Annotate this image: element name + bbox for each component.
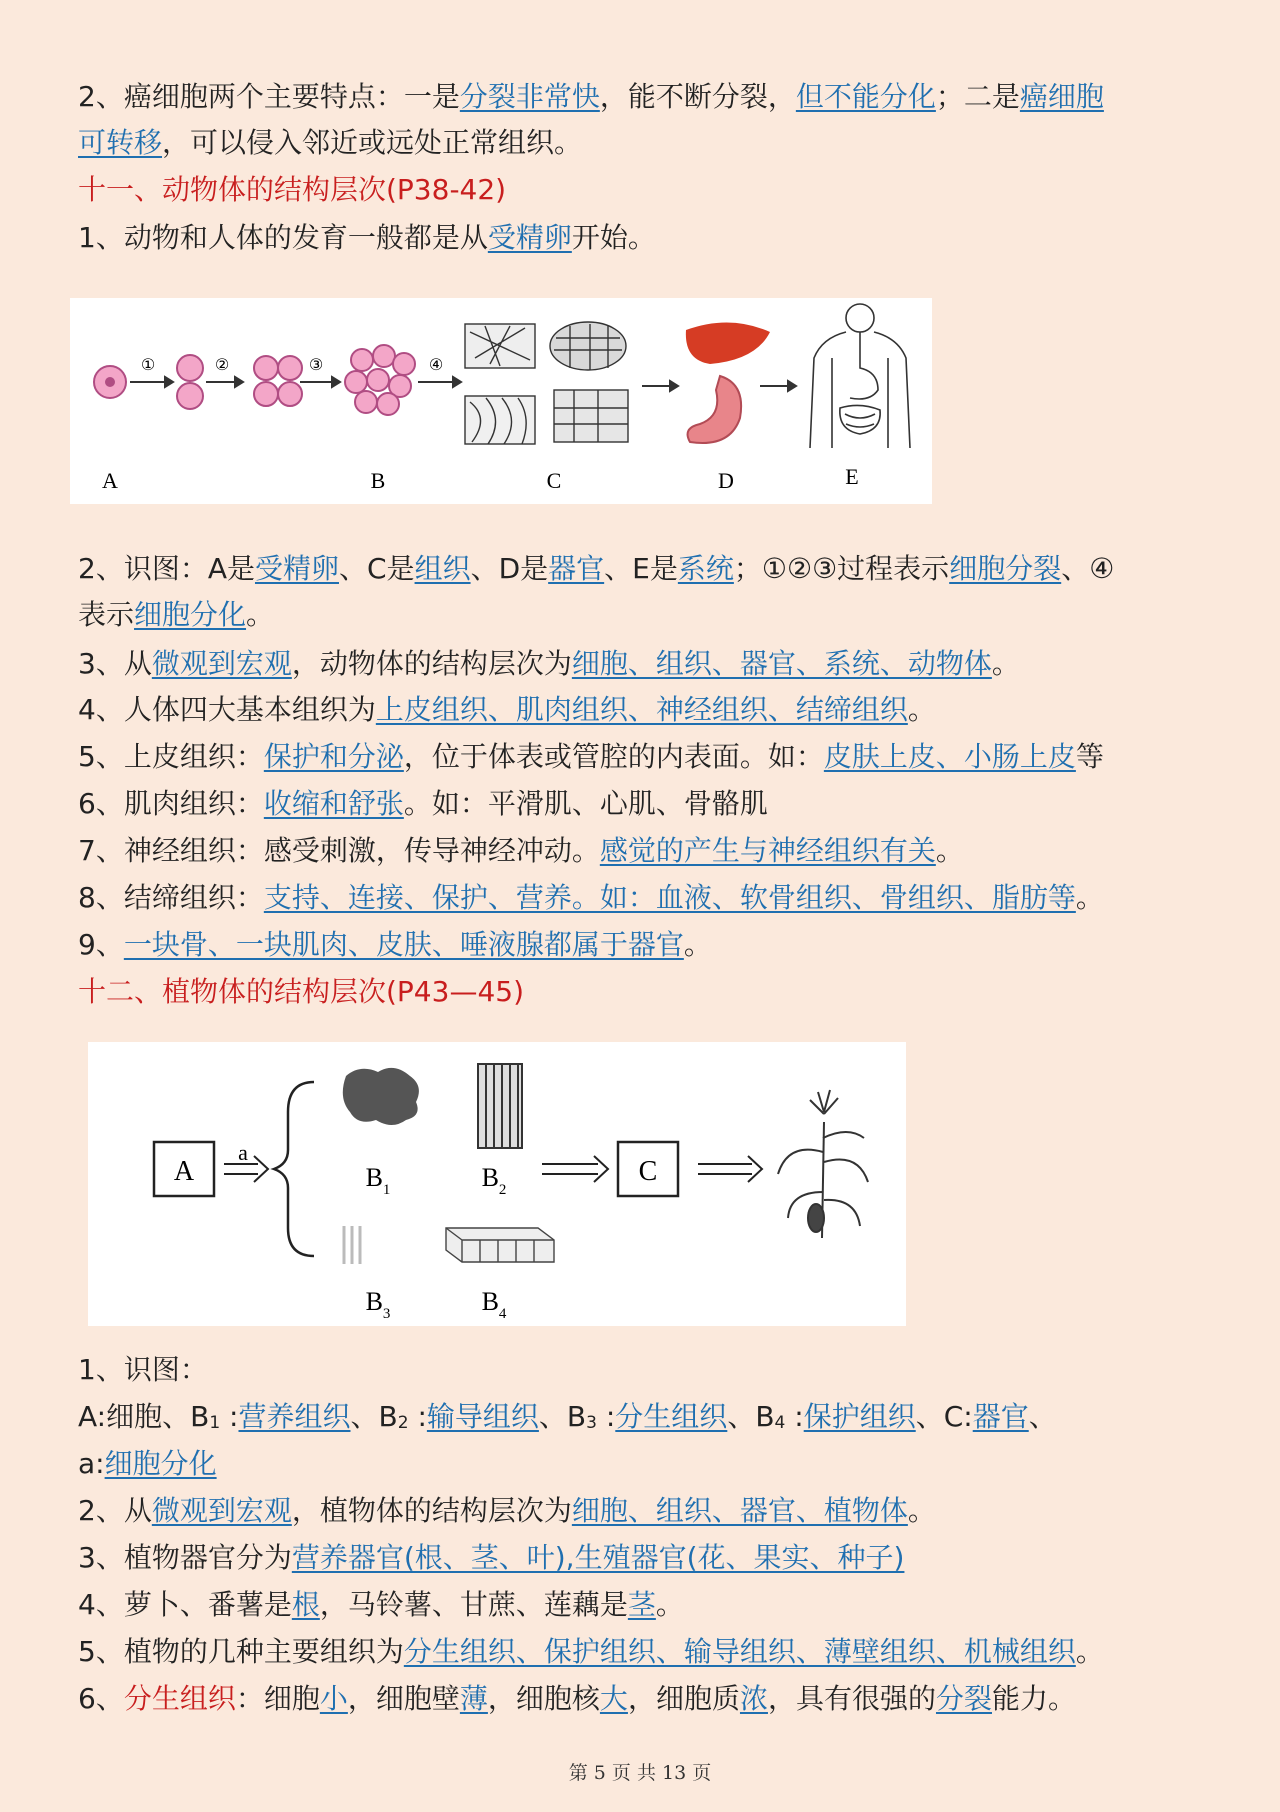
blank-answer: 茎 [627, 1588, 656, 1621]
text: : [408, 1400, 427, 1433]
label-B3: $B_3$ [365, 1287, 391, 1322]
blank-answer: 微观到宏观 [151, 1494, 292, 1527]
text: 3、植物器官分为 [78, 1541, 292, 1574]
cell-cluster-icon [345, 345, 415, 415]
text: 4、萝卜、番薯是 [78, 1588, 292, 1621]
text: A:细胞、B [78, 1400, 210, 1433]
figure-label-C: C [546, 468, 562, 493]
blank-answer: 器官 [548, 552, 605, 585]
blank-answer: 营养组织 [238, 1400, 351, 1433]
label-C: C [638, 1156, 658, 1187]
subscript: 2 [397, 1413, 409, 1433]
animal-structure-figure [70, 298, 932, 504]
blank-answer: 小 [319, 1682, 348, 1715]
text: 、C: [915, 1400, 973, 1433]
paragraph [78, 831, 1208, 871]
liver-icon [686, 322, 770, 364]
paragraph [78, 546, 1208, 638]
blank-answer: 浓 [739, 1682, 768, 1715]
paragraph [78, 925, 1208, 965]
text: ，可以侵入邻近或远处正常组织。 [162, 126, 583, 159]
text: 、B [538, 1400, 587, 1433]
text: 。 [246, 598, 275, 631]
text: 等 [1075, 740, 1104, 773]
text: ，细胞核 [487, 1682, 600, 1715]
brace [274, 1082, 314, 1256]
blank-answer: 受精卵 [254, 552, 339, 585]
text: 6、 [78, 1682, 124, 1715]
paragraph [78, 1491, 1208, 1531]
blank-answer: 大 [599, 1682, 628, 1715]
conducting-tissue-icon [478, 1064, 522, 1148]
paragraph [78, 1397, 1208, 1443]
blank-answer: 系统 [677, 552, 734, 585]
paragraph [78, 690, 1208, 730]
paragraph [78, 737, 1208, 777]
text: 。 [991, 647, 1020, 680]
text: 能力。 [992, 1682, 1077, 1715]
text: 1、动物和人体的发育一般都是从 [78, 221, 488, 254]
meristem-tissue-icon [344, 1226, 360, 1264]
text: ，植物体的结构层次为 [291, 1494, 572, 1527]
blank-answer: 细胞分化 [134, 598, 247, 631]
four-cells-icon [254, 356, 302, 406]
blank-answer: 上皮组织、肌肉组织、神经组织、结缔组织 [375, 693, 908, 726]
text: 。如：平滑肌、心肌、骨骼肌 [403, 787, 768, 820]
blank-answer: 输导组织 [426, 1400, 539, 1433]
text: 、 [1028, 1400, 1057, 1433]
parenchyma-tissue-icon [343, 1068, 419, 1125]
label-B1: $B_1$ [365, 1163, 391, 1198]
text: 、B [350, 1400, 398, 1433]
blank-answer: 皮肤上皮、小肠上皮 [823, 740, 1076, 773]
text: 。 [907, 693, 936, 726]
paragraph [78, 218, 1208, 258]
subscript: 1 [209, 1413, 221, 1433]
blank-answer: 分裂 [935, 1682, 992, 1715]
subscript: 4 [774, 1413, 786, 1433]
text: 。 [907, 1494, 936, 1527]
figure-label-B: B [370, 468, 386, 493]
text: 。 [1075, 1635, 1104, 1668]
blank-answer: 分生组织 [615, 1400, 728, 1433]
blank-answer: 器官 [972, 1400, 1029, 1433]
figure-label-A: A [102, 468, 118, 493]
blank-answer: 但不能分化 [795, 80, 936, 113]
text: 、④ [1061, 552, 1115, 585]
text: 。 [683, 928, 712, 961]
blank-answer: 受精卵 [487, 221, 572, 254]
blank-answer: 收缩和舒张 [263, 787, 404, 820]
highlight-term: 分生组织 [123, 1682, 236, 1715]
figure-label-D: D [718, 468, 734, 493]
human-digestive-system-icon [810, 304, 910, 448]
text: 2、癌细胞两个主要特点：一是 [78, 80, 460, 113]
text: ：细胞 [235, 1682, 320, 1715]
text: 开始。 [571, 221, 656, 254]
blank-answer: 微观到宏观 [151, 647, 292, 680]
text: 6、肌肉组织： [78, 787, 264, 820]
step-1: ① [140, 355, 156, 374]
step-3: ③ [308, 355, 324, 374]
text: 9、 [78, 928, 124, 961]
paragraph: 1、识图： [78, 1353, 208, 1386]
text: 2、从 [78, 1494, 152, 1527]
two-cells-icon [177, 355, 203, 409]
corn-plant-icon [778, 1090, 868, 1238]
paragraph [78, 1585, 1208, 1625]
text: 5、植物的几种主要组织为 [78, 1635, 404, 1668]
blank-answer: 细胞、组织、器官、系统、动物体 [571, 647, 992, 680]
text: 4、人体四大基本组织为 [78, 693, 376, 726]
text: 5、上皮组织： [78, 740, 264, 773]
text: 。 [655, 1588, 684, 1621]
blank-answer: 保护和分泌 [263, 740, 404, 773]
text: 、C是 [339, 552, 415, 585]
blank-answer: 组织 [414, 552, 471, 585]
text: ；二是 [935, 80, 1020, 113]
text: : [785, 1400, 804, 1433]
paragraph [78, 878, 1208, 918]
section-title-12: 十二、植物体的结构层次(P43—45) [78, 975, 524, 1008]
text: 。 [1075, 881, 1104, 914]
blank-answer: 细胞、组织、器官、植物体 [571, 1494, 908, 1527]
step-4: ④ [428, 355, 444, 374]
text: 。 [935, 834, 964, 867]
blank-answer: 分裂非常快 [459, 80, 600, 113]
text: ，具有很强的 [767, 1682, 936, 1715]
text: 、E是 [604, 552, 678, 585]
tissue-samples-icon [465, 322, 628, 444]
label-B4: $B_4$ [481, 1287, 507, 1322]
text: ，细胞质 [627, 1682, 740, 1715]
blank-answer: 感觉的产生与神经组织有关 [599, 834, 936, 867]
step-2: ② [214, 355, 230, 374]
text: : [220, 1400, 239, 1433]
text: 7、神经组织：感受刺激，传导神经冲动。 [78, 834, 600, 867]
blank-answer: 支持、连接、保护、营养。如：血液、软骨组织、骨组织、脂肪等 [263, 881, 1076, 914]
subscript: 3 [586, 1413, 597, 1433]
text: ，能不断分裂， [599, 80, 796, 113]
paragraph [78, 644, 1208, 684]
blank-answer: 细胞分裂 [949, 552, 1062, 585]
paragraph [78, 1679, 1208, 1719]
blank-answer: 细胞分化 [104, 1447, 217, 1480]
paragraph [78, 1444, 1208, 1484]
blank-answer: 保护组织 [803, 1400, 916, 1433]
step-arrow [130, 377, 796, 391]
text: 、B [727, 1400, 775, 1433]
text: : [596, 1400, 616, 1433]
blank-answer: 营养器官(根、茎、叶),生殖器官(花、果实、种子) [291, 1541, 905, 1574]
text: ；①②③过程表示 [733, 552, 950, 585]
paragraph [78, 1632, 1208, 1672]
label-A: A [173, 1156, 195, 1187]
blank-answer: 根 [291, 1588, 320, 1621]
label-a: a [238, 1140, 248, 1165]
page-footer: 第 5 页 共 13 页 [568, 1762, 712, 1784]
figure-label-E: E [845, 464, 859, 489]
text: 2、识图：A是 [78, 552, 255, 585]
text: ，位于体表或管腔的内表面。如： [403, 740, 824, 773]
plant-structure-figure [88, 1042, 906, 1326]
paragraph [78, 1538, 1208, 1578]
label-B2: $B_2$ [481, 1163, 507, 1198]
stomach-icon [688, 376, 742, 443]
blank-answer: 分生组织、保护组织、输导组织、薄壁组织、机械组织 [403, 1635, 1076, 1668]
text: 8、结缔组织： [78, 881, 264, 914]
blank-answer: 一块骨、一块肌肉、皮肤、唾液腺都属于器官 [123, 928, 684, 961]
cancer-cell-paragraph [78, 74, 1208, 166]
text: ，动物体的结构层次为 [291, 647, 572, 680]
protective-tissue-icon [446, 1228, 554, 1262]
text: 3、从 [78, 647, 152, 680]
text: ，马铃薯、甘蔗、莲藕是 [319, 1588, 628, 1621]
text: ，细胞壁 [347, 1682, 460, 1715]
text: 、D是 [470, 552, 549, 585]
zygote-icon [94, 366, 126, 398]
text: a: [78, 1447, 105, 1480]
blank-answer: 可转移 [78, 126, 163, 159]
paragraph [78, 784, 1208, 824]
blank-answer: 癌细胞 [1019, 80, 1104, 113]
text: 表示 [78, 598, 135, 631]
section-title-11: 十一、动物体的结构层次(P38-42) [78, 173, 507, 206]
blank-answer: 薄 [459, 1682, 488, 1715]
